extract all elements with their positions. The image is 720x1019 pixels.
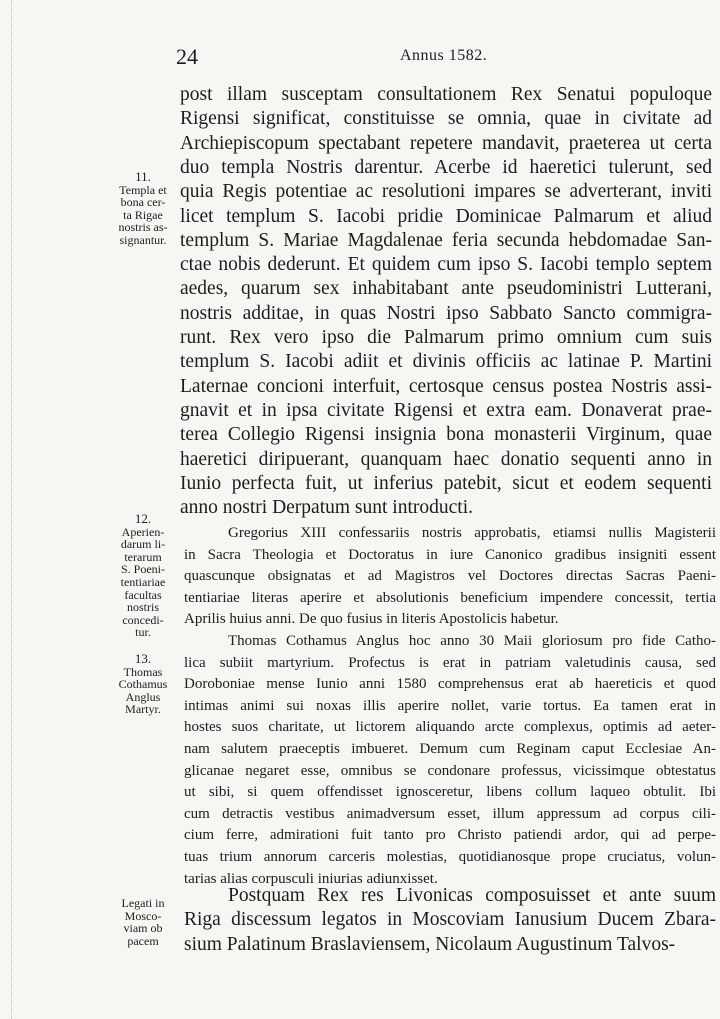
margin-note-line: pacem <box>127 933 159 948</box>
page-edge-dotted-line <box>11 0 12 1019</box>
text-line: gnavit et in ipsa civitate Rigensi et extra eam. Donaverat prae- <box>180 399 712 421</box>
margin-note-line: Templa et <box>119 182 167 197</box>
margin-note-line: Legati in <box>121 896 165 910</box>
text-line: haeretici diripuerant, quanquam haec donatio sequenti anno in <box>180 448 712 470</box>
text-line: Riga discessum legatos in Moscoviam Ianusium Ducem Zbara- <box>184 909 716 931</box>
margin-note-number: 13. <box>134 651 152 666</box>
margin-note-line: Anglus <box>125 689 161 704</box>
text-line: aedes, quarum sex inhabitabant ante pseudoministri Lutterani, <box>180 278 712 300</box>
margin-note-line: S. Poeni- <box>120 562 165 577</box>
text-line: in Sacra Theologia et Doctoratus in iure Canonico gradibus insigniti essent <box>184 546 716 563</box>
text-line: nam salutem praeceptis imbueret. Demum cum Reginam caput Ecclesiae An- <box>184 741 716 757</box>
margin-note-number: 11. <box>135 169 151 184</box>
margin-note-line: tentiariae <box>120 574 166 589</box>
text-line: Aprilis huius anni. De quo fusius in literis Apostolicis habetur. <box>184 611 559 628</box>
text-line: tentiariae literas aperire et absolutionis beneficium impendere concessit, tertia <box>184 589 716 606</box>
margin-note-line: Aperien- <box>121 524 165 539</box>
margin-note-line: facultas <box>124 587 162 602</box>
margin-note-line: signantur. <box>119 232 167 247</box>
margin-note-number: 12. <box>134 511 152 526</box>
margin-note <box>108 653 178 716</box>
margin-note-line: Mosco- <box>124 908 162 923</box>
margin-note-line: Martyr. <box>125 702 161 717</box>
text-line: ut sibi, si quem offendisset ignosceretur, libens collum laqueo obtulit. Ibi <box>184 784 716 801</box>
text-line: Archiepiscopum spectabant repetere mandavit, praeterea ut certa <box>180 132 712 154</box>
text-line: post illam susceptam consultationem Rex Senatui populoque <box>180 84 712 105</box>
text-line: Thomas Cothamus Anglus hoc anno 30 Maii gloriosum pro fide Catho- <box>228 633 716 649</box>
text-line: licet templum S. Iacobi pridie Dominicae Palmarum et aliud <box>180 205 712 227</box>
margin-note-line: concedi- <box>122 612 164 627</box>
text-line: Iunio perfecta fuit, ut inferius patebit, sicut et eodem sequenti <box>180 472 712 494</box>
text-line: Laternae concioni interfuit, certosque census postea Nostris assi- <box>180 375 712 397</box>
text-line: quia Regis potentiae ac resolutioni impares se adverterant, inviti <box>180 181 712 203</box>
margin-note-line: bona cer- <box>120 195 166 210</box>
text-line: cium ferre, admirationi fuit tanto pro Christo patiendi ardor, qui ad perpe- <box>184 827 716 844</box>
margin-note-line: tur. <box>135 625 151 640</box>
margin-note-line: viam ob <box>123 921 163 936</box>
text-line: glicanae negaret esse, omnibus se condonare professus, vicissimque obtestatus <box>184 762 716 779</box>
margin-note <box>108 897 178 947</box>
text-line: sium Palatinum Braslaviensem, Nicolaum Augustinum Talvos- <box>184 933 676 955</box>
page-number: 24 <box>176 44 198 69</box>
margin-note-line: ta Rigae <box>123 207 163 222</box>
text-line: intimas animi sui noxas illis aperire nollet, varie tortus. Ea tamen erat in <box>184 697 716 714</box>
running-title: Annus 1582. <box>400 47 488 64</box>
margin-note-line: darum li- <box>120 537 166 552</box>
text-line: runt. Rex vero ipso die Palmarum primo omnium cum suis <box>180 327 712 348</box>
text-line: Doroboniae mense Iunio anni 1580 comprehensus erat ab haereticis et quod <box>184 676 716 693</box>
margin-note <box>108 171 178 247</box>
text-line: tuas trium annorum carceris molestias, quotidianosque prope cruciatus, volun- <box>184 849 716 865</box>
text-line: Gregorius XIII confessariis nostris approbatis, etiamsi nullis Magisterii <box>228 525 716 541</box>
margin-note-line: Thomas <box>123 664 163 679</box>
text-line: templum S. Iacobi adiit et divinis officiis ac latinae P. Martini <box>180 351 712 373</box>
margin-note-line: Cothamus <box>118 677 168 692</box>
margin-note-line: nostris <box>126 600 159 615</box>
text-line: lica subiit martyrium. Profectus is erat in patriam valetudinis causa, sed <box>184 654 716 671</box>
text-line: anno nostri Derpatum sunt introducti. <box>180 497 473 519</box>
text-line: tarias alias corpusculi iniurias adiunxisset. <box>184 870 438 887</box>
text-line: cum detractis vestibus animadversum esset, illum appressum ad corpus cili- <box>184 805 716 822</box>
text-line: templum S. Mariae Magdalenae feria secunda hebdomadae San- <box>180 229 712 251</box>
text-line: ctae nobis dederunt. Et quidem cum ipso S. Iacobi templo septem <box>180 254 712 276</box>
text-line: hostes suos charitate, ut lictorem aliquando arcte complexus, optimis ad aeter- <box>184 719 716 736</box>
text-line: duo templa Nostris darentur. Acerbe id haeretici tulerunt, sed <box>180 156 712 178</box>
text-line: Postquam Rex res Livonicas composuisset et ante suum <box>228 885 716 906</box>
text-line: terea Collegio Rigensi insignia bona monasterii Virginum, quae <box>180 424 712 446</box>
text-line: Rigensi significat, constituisse se omnia, quae in civitate ad <box>180 108 712 130</box>
margin-note <box>108 513 178 639</box>
margin-note-line: terarum <box>124 549 162 564</box>
text-line: quascunque obsignatas et ad Magistros vel Doctores directas Sacras Paeni- <box>184 568 716 585</box>
text-line: nostris additae, in quas Nostri ipso Sabbato Sancto commigra- <box>180 302 712 324</box>
margin-note-line: nostris as- <box>118 220 168 235</box>
